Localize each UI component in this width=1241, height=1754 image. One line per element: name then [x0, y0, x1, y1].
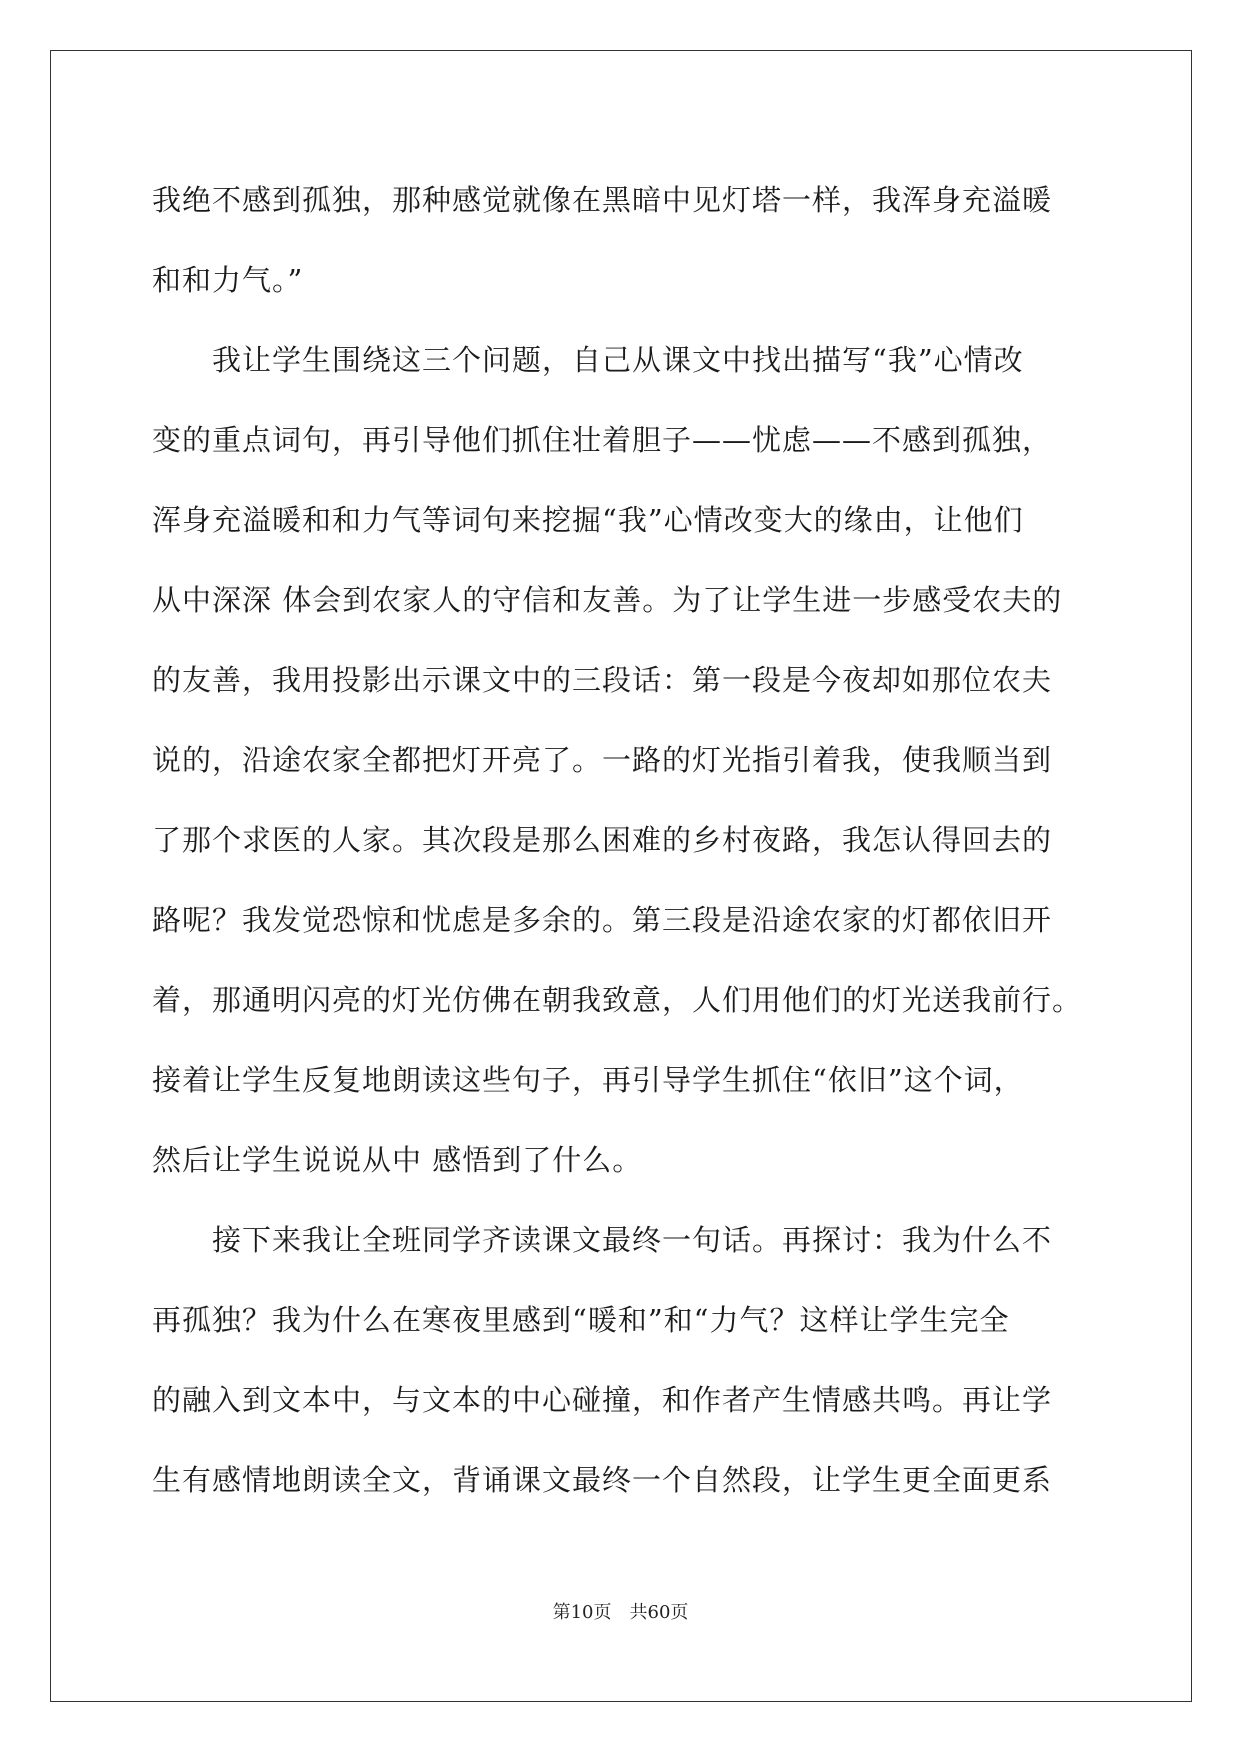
text-line: 我绝不感到孤独，那种感觉就像在黑暗中见灯塔一样，我浑身充溢暖	[152, 183, 1053, 217]
text-line: 然后让学生说说从中 感悟到了什么。	[152, 1143, 643, 1177]
text-line: 从中深深 体会到农家人的守信和友善。为了让学生进一步感受农夫的	[152, 583, 1063, 617]
text-line: 了那个求医的人家。其次段是那么困难的乡村夜路，我怎认得回去的	[152, 823, 1053, 857]
text-line: 和和力气。”	[152, 263, 304, 297]
text-line: 的友善，我用投影出示课文中的三段话：第一段是今夜却如那位农夫	[152, 663, 1053, 697]
text-line: 说的，沿途农家全都把灯开亮了。一路的灯光指引着我，使我顺当到	[152, 743, 1053, 777]
text-line: 接着让学生反复地朗读这些句子，再引导学生抓住“依旧”这个词，	[152, 1063, 1024, 1097]
text-line: 变的重点词句，再引导他们抓住壮着胆子——忧虑——不感到孤独，	[152, 423, 1053, 457]
text-line: 路呢？我发觉恐惊和忧虑是多余的。第三段是沿途农家的灯都依旧开	[152, 903, 1053, 937]
text-line: 接下来我让全班同学齐读课文最终一句话。再探讨：我为什么不	[152, 1223, 1053, 1257]
page-number: 第10页	[552, 1602, 612, 1623]
document-body	[152, 160, 1092, 1520]
page-total: 共60页	[629, 1602, 689, 1623]
text-line: 我让学生围绕这三个问题，自己从课文中找出描写“我”心情改	[152, 343, 1024, 377]
text-line: 的融入到文本中，与文本的中心碰撞，和作者产生情感共鸣。再让学	[152, 1383, 1053, 1417]
text-line: 再孤独？我为什么在寒夜里感到“暖和”和“力气？这样让学生完全	[152, 1303, 1010, 1337]
page-footer	[0, 1598, 1241, 1624]
text-line: 着，那通明闪亮的灯光仿佛在朝我致意，人们用他们的灯光送我前行。	[152, 983, 1083, 1017]
text-line: 生有感情地朗读全文，背诵课文最终一个自然段，让学生更全面更系	[152, 1463, 1053, 1497]
text-line: 浑身充溢暖和和力气等词句来挖掘“我”心情改变大的缘由，让他们	[152, 503, 1024, 537]
